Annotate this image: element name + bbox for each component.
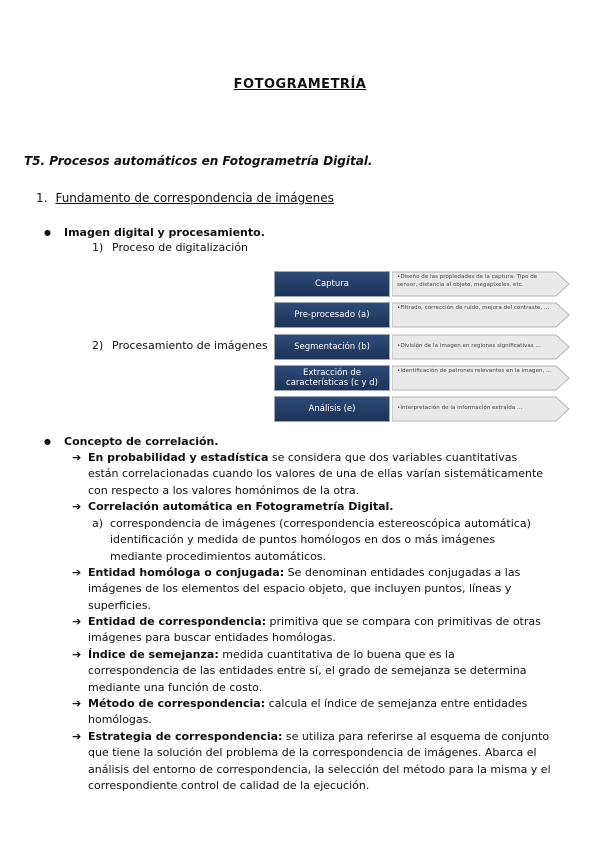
arrow-icon: ➔ xyxy=(72,566,82,579)
diagram-text: • División de la imagen en regiones significativas ... xyxy=(397,343,555,351)
item-procesamiento-imagenes xyxy=(92,339,268,352)
diagram-row-preprocesado xyxy=(274,302,570,328)
diagram-row-captura xyxy=(274,271,570,297)
item-label: Procesamiento de imágenes xyxy=(112,339,268,352)
diagram-text: • Diseño de las propiedades de la captura. Tipo de sensor, distancia al objeto, megapíxeles, etc. xyxy=(397,274,555,289)
item-estrategia-correspondencia xyxy=(88,729,558,795)
arrow-icon: ➔ xyxy=(72,697,82,710)
diagram-row-analisis xyxy=(274,396,570,422)
diagram-box: Pre-procesado (a) xyxy=(274,302,390,328)
item-number: 2) xyxy=(92,339,104,352)
diagram-box: Segmentación (b) xyxy=(274,334,390,360)
item-number: 1) xyxy=(92,241,104,254)
item-metodo-correspondencia xyxy=(88,696,548,729)
arrow-icon: ➔ xyxy=(72,615,82,628)
item-indice-semejanza xyxy=(88,647,548,696)
item-entidad-correspondencia xyxy=(88,614,548,647)
diagram-arrow-callout xyxy=(392,271,570,297)
diagram-box: Captura xyxy=(274,271,390,297)
diagram-row-extraccion xyxy=(274,365,570,391)
diagram-text: • Identificación de patrones relevantes en la imagen, ... xyxy=(397,368,555,376)
diagram-arrow-callout xyxy=(392,302,570,328)
bullet-imagen-digital: ● Imagen digital y procesamiento. xyxy=(64,226,265,239)
item-term: Entidad homóloga o conjugada: xyxy=(88,566,285,579)
item-probabilidad xyxy=(88,450,548,499)
item-term: Estrategia de correspondencia: xyxy=(88,730,283,743)
diagram-box: Extracción de características (c y d) xyxy=(274,365,390,391)
item-correlacion-automatica xyxy=(88,499,548,515)
section-label: Fundamento de correspondencia de imágenes xyxy=(55,191,334,205)
diagram-box: Análisis (e) xyxy=(274,396,390,422)
section-subtitle: T5. Procesos automáticos en Fotogrametría Digital. xyxy=(24,154,373,168)
item-text: calcula el índice de semejanza entre entidades homólogas. xyxy=(88,697,528,727)
item-text: primitiva que se compara con primitivas de otras imágenes para buscar entidades homólogas. xyxy=(88,615,541,645)
diagram-text: • Interpretación de la información extraída ... xyxy=(397,405,555,413)
item-term: Correlación automática en Fotogrametría Digital. xyxy=(88,500,394,513)
arrow-icon: ➔ xyxy=(72,730,82,743)
item-term: Método de correspondencia: xyxy=(88,697,266,710)
item-term: Entidad de correspondencia: xyxy=(88,615,267,628)
diagram-arrow-callout xyxy=(392,365,570,391)
diagram-arrow-callout xyxy=(392,396,570,422)
arrow-icon: ➔ xyxy=(72,500,82,513)
diagram-text: • Filtrado, corrección de ruido, mejora del contraste, ... xyxy=(397,305,555,313)
diagram-arrow-callout xyxy=(392,334,570,360)
subitem-letter: a) xyxy=(92,517,104,530)
page-title: FOTOGRAMETRÍA xyxy=(233,77,367,92)
arrow-icon: ➔ xyxy=(72,451,82,464)
item-label: Proceso de digitalización xyxy=(112,241,249,254)
diagram-row-segmentacion xyxy=(274,334,570,360)
item-term: En probabilidad y estadística xyxy=(88,451,269,464)
section-heading-1 xyxy=(36,191,334,205)
item-text: se considera que dos variables cuantitativas están correlacionadas cuando los valores de una de ellas varían sistemáticamente con respecto a los valores homónimos de la otra. xyxy=(88,451,544,497)
arrow-icon: ➔ xyxy=(72,648,82,661)
section-number: 1. xyxy=(36,191,48,205)
item-proceso-digitalizacion xyxy=(92,241,248,254)
item-text: se utiliza para referirse al esquema de conjunto que tiene la solución del problema de la correspondencia de imágenes. Abarca el análisis del entorno de correspondencia, la selección del método para la misma y el correspondiente control de calidad de la ejecución. xyxy=(88,730,551,793)
item-text: medida cuantitativa de lo buena que es la correspondencia de las entidades entre sí, el grado de semejanza se determina mediante una función de costo. xyxy=(88,648,527,694)
item-entidad-homologa xyxy=(88,565,548,614)
subitem-correspondencia: correspondencia de imágenes (correspondencia estereoscópica automática) identificación y medida de puntos homólogos en dos o más imágenes mediante procedimientos automáticos. xyxy=(110,517,531,563)
item-text: Se denominan entidades conjugadas a las imágenes de los elementos del espacio objeto, que incluyen puntos, líneas y superficies. xyxy=(88,566,521,612)
bullet-concepto-correlacion: ● Concepto de correlación. xyxy=(64,435,219,448)
item-term: Índice de semejanza: xyxy=(88,648,219,661)
